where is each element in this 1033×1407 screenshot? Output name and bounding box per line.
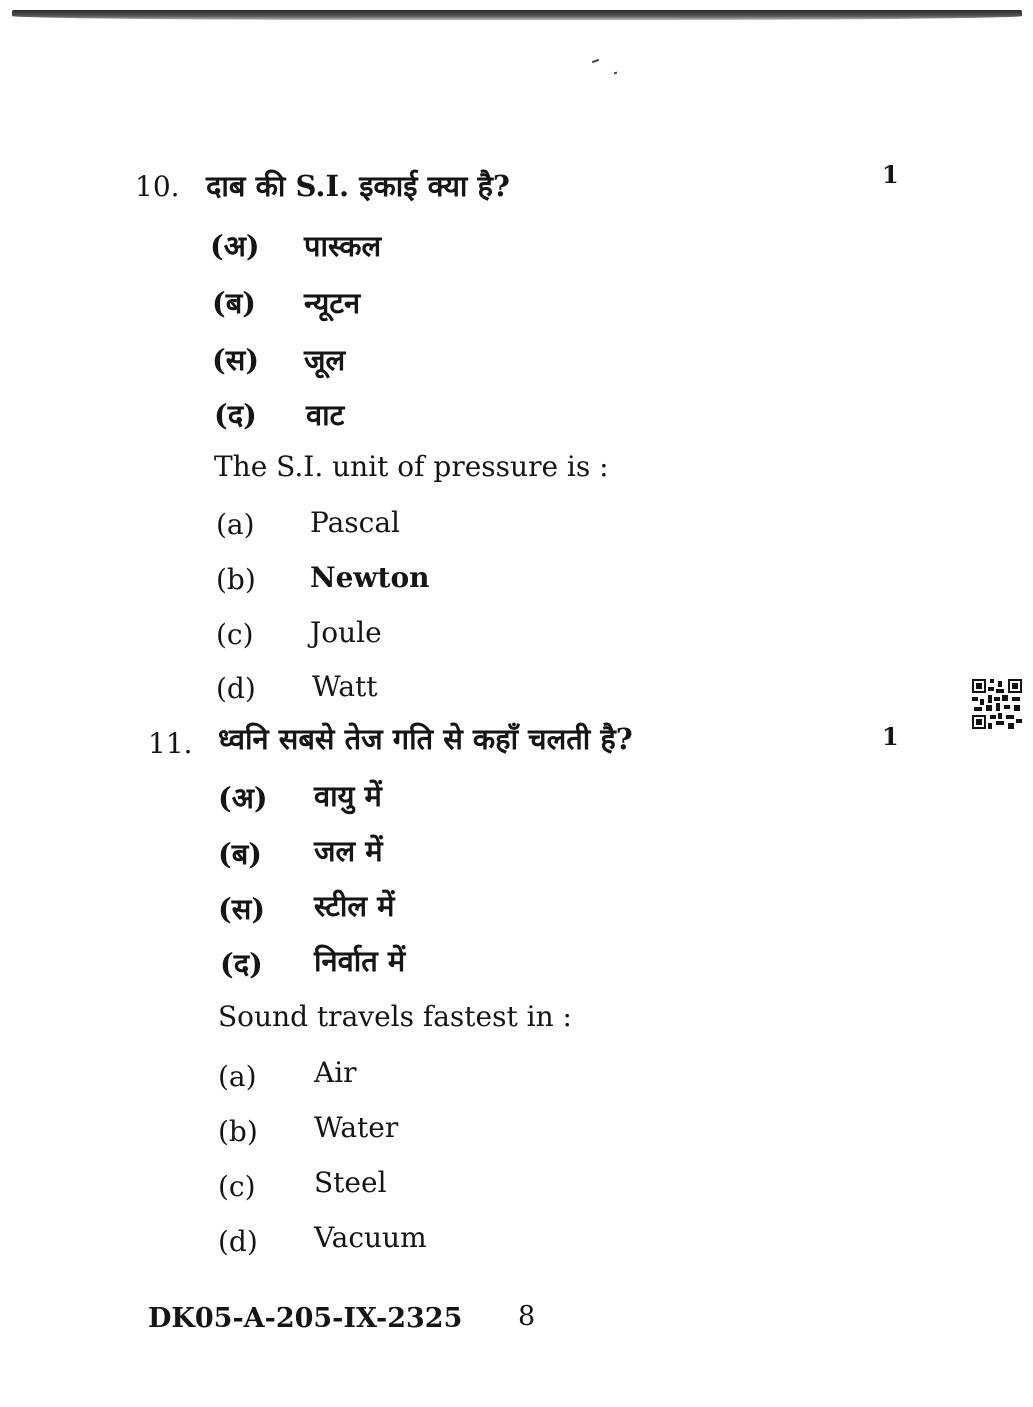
hindi-option-label: (द) [220, 947, 263, 981]
hindi-option-label: (अ) [210, 229, 260, 263]
hindi-option-text: न्यूटन [304, 286, 361, 320]
english-option-text: Vacuum [314, 1221, 427, 1254]
english-option-label: (b) [216, 563, 256, 596]
hindi-option-label: (ब) [212, 286, 257, 320]
english-option-label: (d) [218, 1225, 258, 1258]
scan-speck [614, 72, 618, 75]
question-marks: 1 [882, 160, 899, 189]
scan-speck [592, 59, 599, 63]
english-option-text: Joule [310, 616, 382, 649]
hindi-option-text: वायु में [314, 779, 382, 813]
english-option-text: Pascal [310, 506, 400, 539]
english-option-text: Newton [310, 561, 430, 594]
english-option-text: Water [314, 1111, 399, 1144]
hindi-option-label: (अ) [218, 781, 268, 815]
hindi-option-label: (द) [214, 398, 257, 432]
english-question-text: The S.I. unit of pressure is : [214, 450, 609, 483]
qr-code [972, 679, 1022, 729]
hindi-option-text: जूल [304, 343, 346, 377]
english-option-label: (d) [216, 672, 256, 705]
english-question-text: Sound travels fastest in : [218, 1000, 572, 1033]
hindi-option-text: स्टील में [314, 889, 395, 923]
hindi-option-text: जल में [314, 834, 383, 868]
question-number: 10. [135, 170, 180, 203]
question-marks: 1 [882, 722, 899, 751]
english-option-label: (c) [216, 618, 254, 651]
page-number: 8 [518, 1301, 536, 1332]
hindi-option-text: वाट [306, 398, 345, 432]
paper-code: DK05-A-205-IX-2325 [148, 1303, 463, 1334]
english-option-label: (a) [216, 508, 255, 541]
english-option-label: (b) [218, 1115, 258, 1148]
english-option-text: Air [314, 1056, 357, 1089]
hindi-option-text: पास्कल [304, 229, 382, 263]
scan-top-edge [12, 10, 1022, 20]
hindi-question-text: ध्वनि सबसे तेज गति से कहाँ चलती है? [218, 722, 633, 756]
hindi-option-label: (स) [212, 343, 260, 377]
english-option-text: Steel [314, 1166, 387, 1199]
english-option-label: (c) [218, 1170, 256, 1203]
hindi-option-label: (ब) [218, 837, 263, 871]
english-option-label: (a) [218, 1060, 257, 1093]
hindi-option-label: (स) [218, 892, 266, 926]
hindi-option-text: निर्वात में [314, 944, 406, 978]
question-number: 11. [148, 727, 193, 760]
english-option-text: Watt [312, 670, 378, 703]
hindi-question-text: दाब की S.I. इकाई क्या है? [206, 169, 510, 203]
